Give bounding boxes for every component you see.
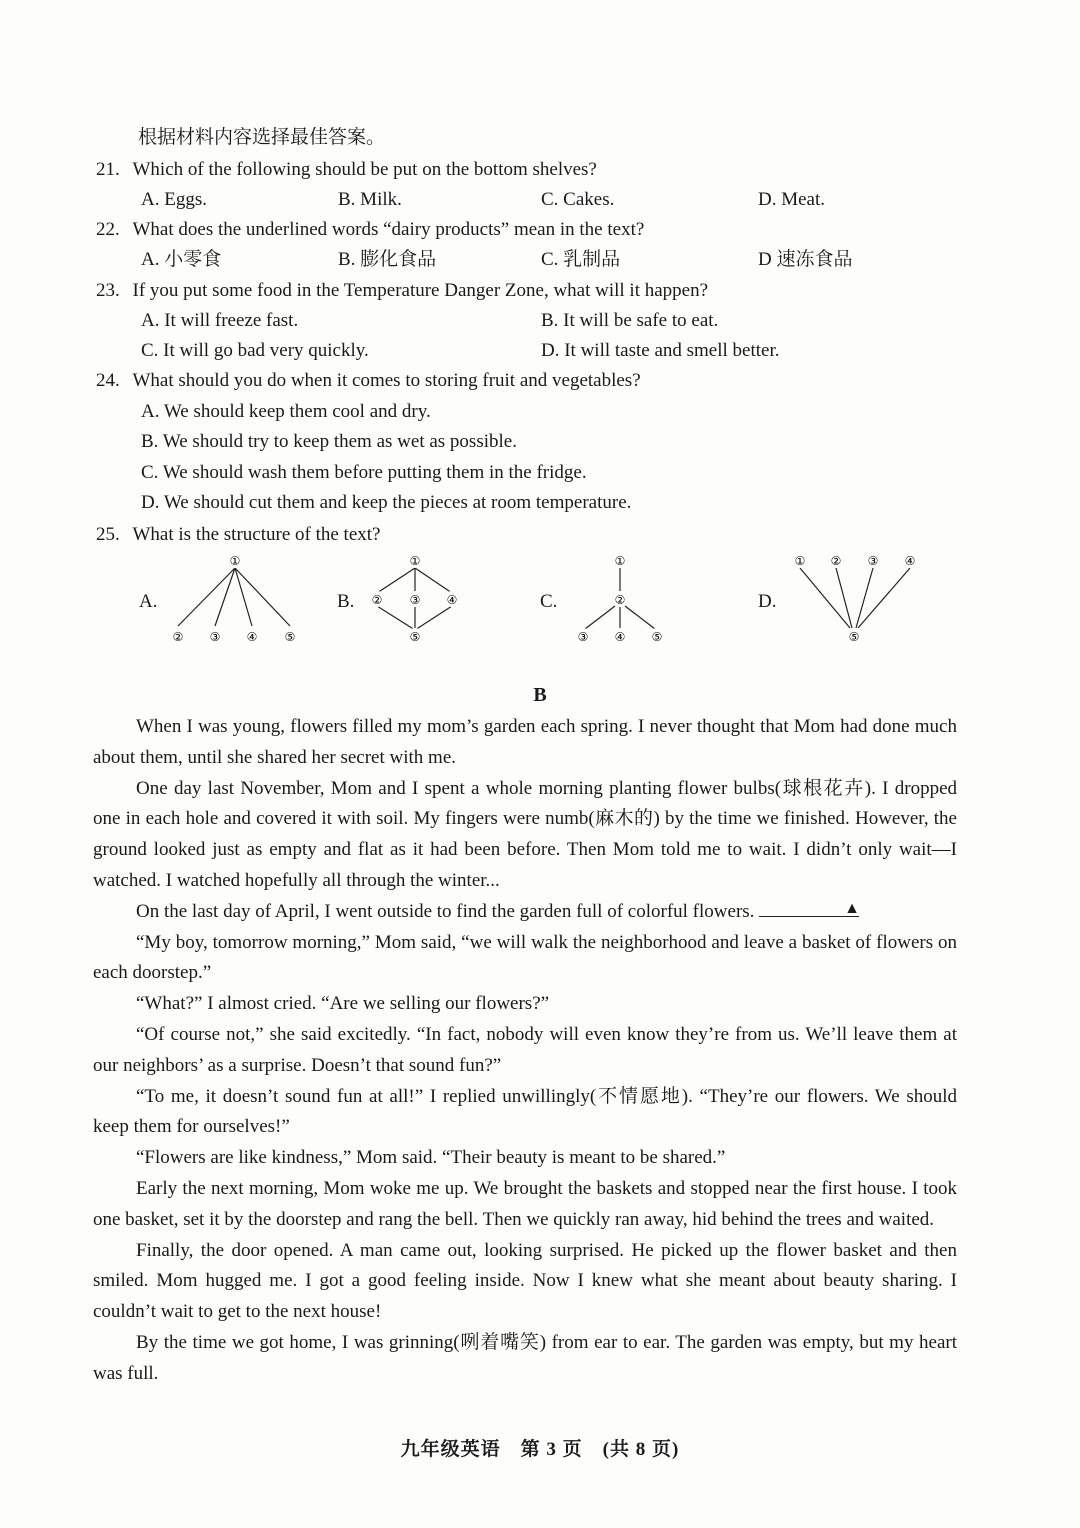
question-text: What should you do when it comes to storing fruit and vegetables?: [132, 370, 641, 391]
svg-text:①: ①: [229, 554, 241, 568]
instruction: 根据材料内容选择最佳答案。: [138, 127, 386, 148]
option: A. It will freeze fast.: [141, 310, 299, 331]
question-number: 23.: [96, 280, 120, 301]
paragraph: When I was young, flowers filled my mom’s garden each spring. I never thought that Mom had done much about them, until she shared her secret with me.: [93, 716, 957, 768]
option: A. 小零食: [141, 249, 222, 270]
option: C. Cakes.: [541, 189, 615, 210]
paragraph: One day last November, Mom and I spent a whole morning planting flower bulbs(球根花卉). I dropped one in each hole and covered it with soil. My fingers were numb(麻木的) by the time we finished. However, the ground looked just as empty and flat as it had been before. Then Mom told me to wait. I didn’t only wait—I watched. I watched hopefully all through the winter...: [93, 777, 957, 891]
option-label: A.: [139, 591, 158, 612]
svg-text:①: ①: [409, 554, 421, 568]
diagram-node: [444, 591, 460, 607]
question-text: Which of the following should be put on the bottom shelves?: [132, 159, 597, 180]
svg-text:④: ④: [446, 593, 458, 607]
svg-text:④: ④: [904, 554, 916, 568]
question-23: [96, 279, 708, 303]
question-number: 21.: [96, 159, 120, 180]
diagram-node: [649, 628, 665, 644]
svg-text:②: ②: [371, 593, 383, 607]
svg-text:①: ①: [614, 554, 626, 568]
option-label: C.: [540, 591, 558, 612]
svg-text:②: ②: [614, 593, 626, 607]
svg-text:②: ②: [172, 630, 184, 644]
paragraph: “What?” I almost cried. “Are we selling our flowers?”: [136, 993, 550, 1015]
svg-text:⑤: ⑤: [284, 630, 296, 644]
passage-b: [93, 712, 957, 1390]
option: A. Eggs.: [141, 189, 207, 210]
svg-text:①: ①: [794, 554, 806, 568]
svg-text:⑤: ⑤: [848, 630, 860, 644]
diagram-node: [407, 552, 423, 568]
diagram-node: [612, 591, 628, 607]
question-25: [96, 523, 380, 547]
option: C. It will go bad very quickly.: [141, 340, 369, 361]
question-number: 25.: [96, 524, 120, 545]
option: D. We should cut them and keep the pieces at room temperature.: [141, 492, 632, 513]
question-21: [96, 158, 597, 182]
structure-diagram-d: [782, 548, 927, 648]
question-number: 24.: [96, 370, 120, 391]
diagram-node: [407, 628, 423, 644]
svg-text:③: ③: [577, 630, 589, 644]
blank-marker: ▲: [844, 899, 861, 917]
paragraph: “Flowers are like kindness,” Mom said. “Their beauty is meant to be shared.”: [136, 1147, 726, 1169]
diagram-node: [282, 628, 298, 644]
diagram-node: [846, 628, 862, 644]
question-text: What does the underlined words “dairy products” mean in the text?: [132, 219, 645, 240]
svg-text:②: ②: [830, 554, 842, 568]
diagram-node: [407, 591, 423, 607]
paragraph: Finally, the door opened. A man came out, looking surprised. He picked up the flower basket and then smiled. Mom hugged me. I got a good feeling inside. Now I knew what she meant about beauty sharing. I couldn’t wait to get to the next house!: [93, 1239, 957, 1323]
diagram-node: [244, 628, 260, 644]
paragraph: “My boy, tomorrow morning,” Mom said, “we will walk the neighborhood and leave a basket of flowers on each doorstep.”: [93, 931, 957, 984]
svg-text:③: ③: [409, 593, 421, 607]
structure-diagram-b: [360, 548, 470, 648]
option: A. We should keep them cool and dry.: [141, 401, 431, 422]
option: B. It will be safe to eat.: [541, 310, 719, 331]
structure-diagram-c: [565, 548, 675, 648]
option: D 速冻食品: [758, 249, 853, 270]
option: C. 乳制品: [541, 249, 621, 270]
question-text: If you put some food in the Temperature Danger Zone, what will it happen?: [132, 280, 709, 301]
section-title: B: [533, 684, 547, 706]
question-number: 22.: [96, 219, 120, 240]
svg-text:④: ④: [246, 630, 258, 644]
svg-text:③: ③: [209, 630, 221, 644]
option: D. Meat.: [758, 189, 826, 210]
diagram-node: [612, 628, 628, 644]
diagram-node: [227, 552, 243, 568]
svg-text:⑤: ⑤: [409, 630, 421, 644]
option: B. 膨化食品: [338, 249, 437, 270]
paragraph-text: On the last day of April, I went outside to find the garden full of colorful flowers.: [136, 900, 755, 922]
option-label: D.: [758, 591, 777, 612]
option: D. It will taste and smell better.: [541, 340, 780, 361]
diagram-node: [792, 552, 808, 568]
paragraph: “To me, it doesn’t sound fun at all!” I replied unwillingly(不情愿地). “They’re our flowers. We should keep them for ourselves!”: [93, 1085, 957, 1138]
svg-text:④: ④: [614, 630, 626, 644]
diagram-node: [828, 552, 844, 568]
question-22: [96, 218, 644, 242]
diagram-node: [612, 552, 628, 568]
option: B. Milk.: [338, 189, 402, 210]
svg-text:⑤: ⑤: [651, 630, 663, 644]
diagram-node: [902, 552, 918, 568]
question-24: [96, 369, 641, 393]
option-label: B.: [337, 591, 355, 612]
paragraph-with-blank: [93, 897, 957, 928]
answer-blank: [759, 900, 859, 917]
paragraph: Early the next morning, Mom woke me up. We brought the baskets and stopped near the first house. I took one basket, set it by the doorstep and rang the bell. Then we quickly ran away, hid behind the trees and waited.: [93, 1177, 957, 1230]
svg-text:③: ③: [867, 554, 879, 568]
diagram-node: [170, 628, 186, 644]
diagram-node: [865, 552, 881, 568]
paragraph: “Of course not,” she said excitedly. “In fact, nobody will even know they’re from us. We’ll leave them at our neighbors’ as a surprise. Doesn’t that sound fun?”: [93, 1023, 957, 1076]
diagram-node: [369, 591, 385, 607]
question-text: What is the structure of the text?: [132, 524, 381, 545]
paragraph: By the time we got home, I was grinning(咧着嘴笑) from ear to ear. The garden was empty, but my heart was full.: [93, 1331, 957, 1384]
option: B. We should try to keep them as wet as possible.: [141, 431, 517, 452]
page-footer: 九年级英语 第 3 页 (共 8 页): [400, 1439, 680, 1460]
diagram-node: [207, 628, 223, 644]
option: C. We should wash them before putting them in the fridge.: [141, 462, 587, 483]
structure-diagram-a: [160, 548, 310, 648]
diagram-node: [575, 628, 591, 644]
